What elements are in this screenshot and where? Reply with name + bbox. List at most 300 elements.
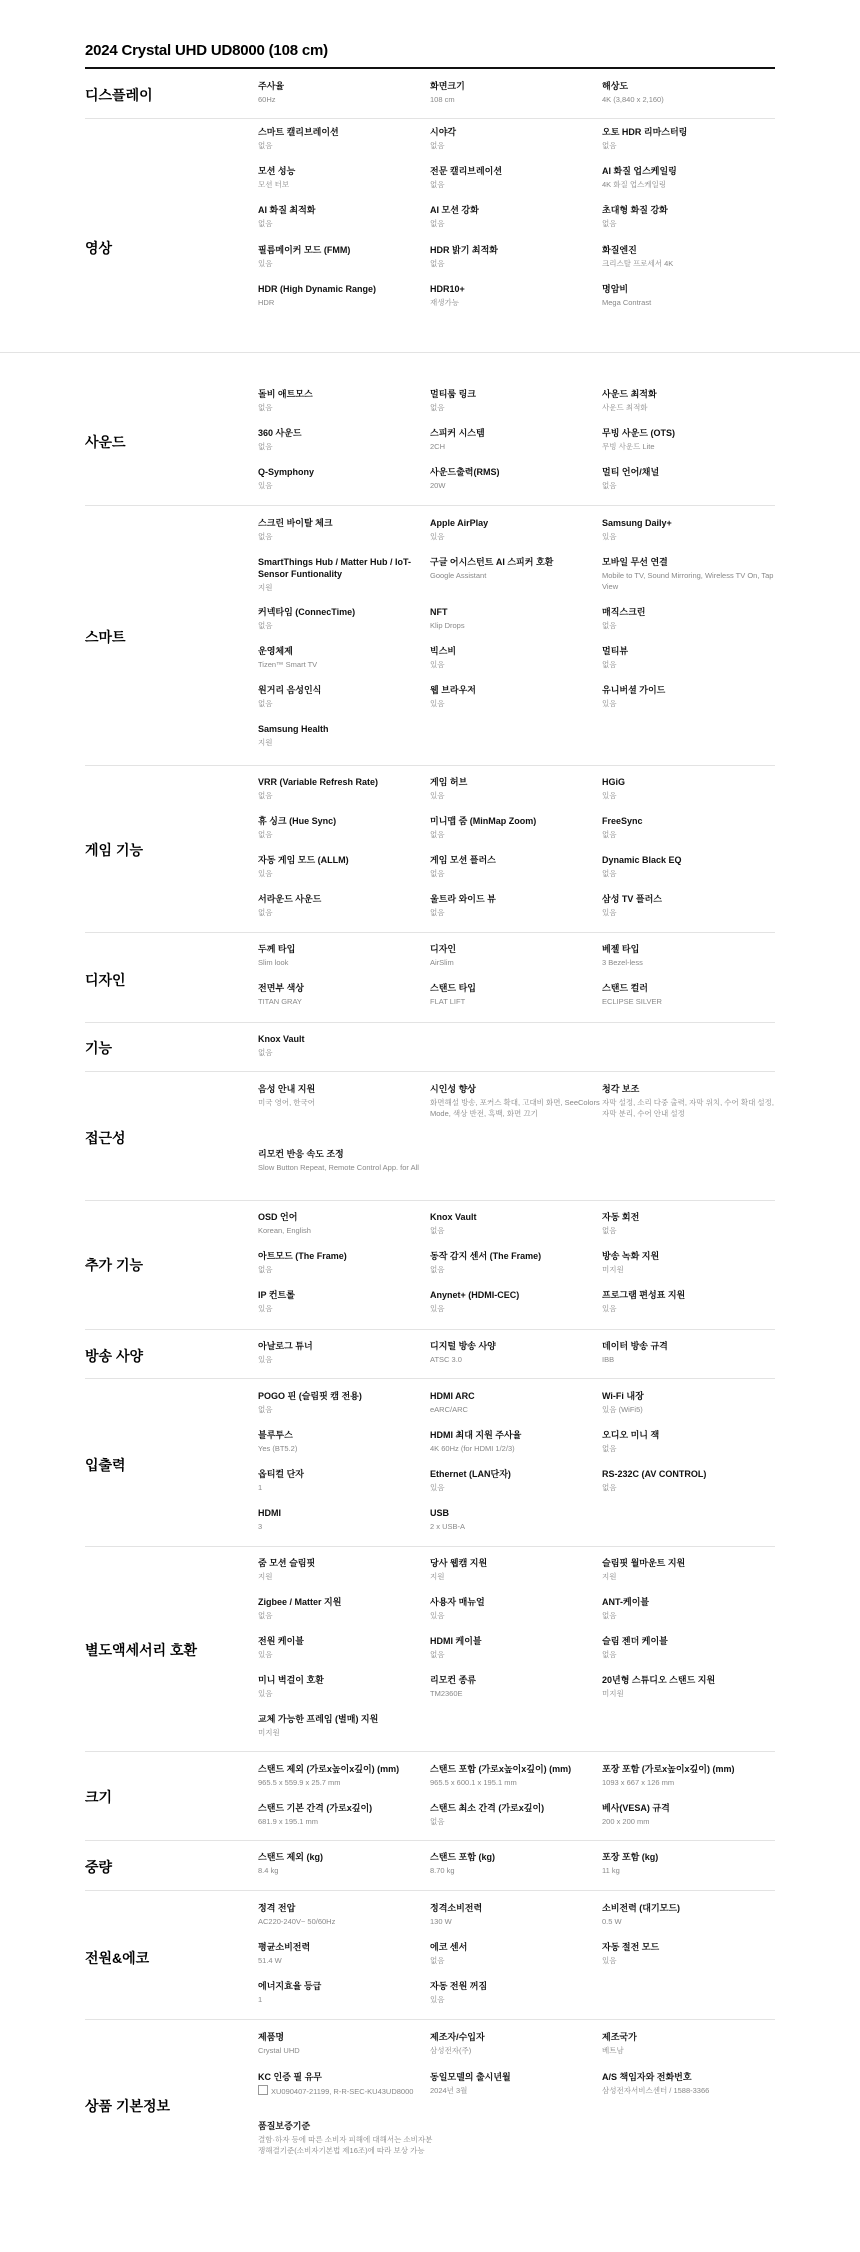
section-divider — [85, 1329, 775, 1330]
spec-item — [430, 815, 610, 840]
spec-item — [602, 1557, 782, 1582]
spec-item — [258, 2120, 438, 2156]
spec-value: 60Hz — [258, 95, 276, 104]
spec-label: 품질보증기준 — [258, 2121, 311, 2131]
spec-value: 없음 — [258, 141, 273, 150]
spec-value: ATSC 3.0 — [430, 1355, 462, 1364]
section-divider — [85, 1378, 775, 1379]
spec-label: HDMI 최대 지원 주사율 — [430, 1430, 522, 1440]
spec-label: 울트라 와이드 뷰 — [430, 894, 496, 904]
spec-value: Mega Contrast — [602, 298, 652, 307]
spec-item — [602, 1635, 782, 1660]
category-heading: 상품 기본정보 — [85, 2098, 171, 2114]
spec-value: 없음 — [602, 1650, 617, 1659]
spec-label: 스마트 캘리브레이션 — [258, 127, 339, 137]
spec-label: 디지털 방송 사양 — [430, 1341, 496, 1351]
spec-value: 4K 화질 업스케일링 — [602, 180, 667, 189]
spec-label: ANT-케이블 — [602, 1597, 650, 1607]
spec-label: 줌 모션 슬림핏 — [258, 1558, 316, 1568]
spec-value: Tizen™ Smart TV — [258, 660, 318, 669]
spec-label: 미니맵 줌 (MinMap Zoom) — [430, 816, 537, 826]
spec-item — [430, 982, 610, 1007]
spec-label: 아날로그 튜너 — [258, 1341, 313, 1351]
spec-value: 없음 — [258, 699, 273, 708]
spec-value: 있음 — [602, 1304, 617, 1313]
spec-item — [430, 388, 610, 413]
spec-label: Anynet+ (HDMI-CEC) — [430, 1290, 520, 1300]
spec-value: 미국 영어, 한국어 — [258, 1098, 315, 1107]
spec-item — [258, 466, 438, 491]
spec-value: 없음 — [258, 1265, 273, 1274]
spec-label: A/S 책임자와 전화번호 — [602, 2072, 692, 2082]
spec-item — [430, 1851, 610, 1876]
spec-item — [258, 244, 438, 269]
spec-value: AirSlim — [430, 958, 454, 967]
spec-label: 돌비 애트모스 — [258, 389, 313, 399]
spec-item — [430, 1802, 610, 1827]
spec-item — [258, 1429, 438, 1454]
spec-value: 20W — [430, 481, 446, 490]
spec-item — [258, 283, 438, 308]
spec-value: Slim look — [258, 958, 289, 967]
spec-value: 없음 — [258, 621, 273, 630]
spec-label: 옵티컬 단자 — [258, 1469, 304, 1479]
spec-label: 모션 성능 — [258, 166, 296, 176]
spec-value: 없음 — [430, 141, 445, 150]
spec-value: 1 — [258, 1995, 263, 2004]
spec-value — [258, 2085, 438, 2097]
spec-label: 전문 캘리브레이션 — [430, 166, 503, 176]
spec-value: 8.70 kg — [430, 1866, 455, 1875]
spec-value: 없음 — [430, 1817, 445, 1826]
spec-value: 있음 — [430, 699, 445, 708]
spec-value: 1 — [258, 1483, 263, 1492]
spec-label: 음성 안내 지원 — [258, 1084, 316, 1094]
spec-label: 커넥타임 (ConnecTime) — [258, 607, 356, 617]
spec-label: 자동 전원 꺼짐 — [430, 1981, 488, 1991]
spec-item — [430, 776, 610, 801]
spec-value: 있음 — [258, 869, 273, 878]
section-divider — [85, 1071, 775, 1072]
spec-label: 전원 케이블 — [258, 1636, 304, 1646]
spec-value: 삼성전자(주) — [430, 2046, 472, 2055]
spec-label: Apple AirPlay — [430, 518, 489, 528]
section-divider — [85, 1751, 775, 1752]
category-heading: 영상 — [85, 240, 113, 256]
spec-item — [430, 1596, 610, 1621]
spec-value: 있음 — [602, 532, 617, 541]
spec-item — [430, 893, 610, 918]
spec-label: 자동 게임 모드 (ALLM) — [258, 855, 349, 865]
spec-label: VRR (Variable Refresh Rate) — [258, 777, 379, 787]
spec-value: 681.9 x 195.1 mm — [258, 1817, 319, 1826]
spec-item — [602, 1802, 782, 1827]
spec-label: HDMI — [258, 1508, 281, 1518]
spec-value: Klip Drops — [430, 621, 465, 630]
spec-label: OSD 언어 — [258, 1212, 298, 1222]
spec-item — [258, 1713, 438, 1738]
spec-value: 4K 60Hz (for HDMI 1/2/3) — [430, 1444, 515, 1453]
spec-item — [258, 815, 438, 840]
spec-item — [602, 517, 782, 542]
spec-label: 초대형 화질 강화 — [602, 205, 668, 215]
spec-value: 있음 — [430, 660, 445, 669]
spec-value: 없음 — [258, 219, 273, 228]
spec-value: 있음 — [430, 532, 445, 541]
spec-value: Google Assistant — [430, 571, 487, 580]
spec-item — [602, 388, 782, 413]
spec-item — [430, 1390, 610, 1415]
spec-value: 있음 — [430, 1483, 445, 1492]
spec-label: 슬림 젠더 케이블 — [602, 1636, 668, 1646]
spec-label: 사운드 최적화 — [602, 389, 657, 399]
spec-label: 스크린 바이탈 체크 — [258, 518, 333, 528]
spec-value: 없음 — [602, 219, 617, 228]
spec-label: 청각 보조 — [602, 1084, 640, 1094]
spec-item — [258, 556, 438, 593]
spec-label: 시야각 — [430, 127, 457, 137]
spec-item — [258, 943, 438, 968]
section-divider — [85, 118, 775, 119]
spec-value: 965.5 x 600.1 x 195.1 mm — [430, 1778, 517, 1787]
spec-label: Knox Vault — [258, 1034, 305, 1044]
spec-value: 11 kg — [602, 1866, 620, 1875]
spec-label: 프로그램 편성표 지원 — [602, 1290, 686, 1300]
spec-item — [258, 1596, 438, 1621]
spec-item — [430, 2031, 610, 2056]
spec-item — [258, 1340, 438, 1365]
spec-item — [258, 388, 438, 413]
spec-label: HDR10+ — [430, 284, 465, 294]
spec-label: HDMI 케이블 — [430, 1636, 482, 1646]
spec-item — [430, 1980, 610, 2005]
spec-label: KC 인증 필 유무 — [258, 2072, 322, 2082]
spec-label: 전면부 색상 — [258, 983, 304, 993]
spec-label: 주사율 — [258, 81, 285, 91]
spec-item — [258, 1802, 438, 1827]
spec-value: 있음 — [602, 699, 617, 708]
spec-item — [430, 1429, 610, 1454]
spec-label: 오토 HDR 리마스터링 — [602, 127, 688, 137]
spec-value: 지원 — [258, 738, 273, 747]
spec-item — [602, 1250, 782, 1275]
spec-item — [258, 126, 438, 151]
spec-item — [430, 1289, 610, 1314]
spec-value: 화면해설 방송, 포커스 확대, 고대비 화면, SeeColors Mode, 색상 반전, 흑백, 화면 끄기 — [430, 1098, 600, 1118]
spec-value: AC220-240V~ 50/60Hz — [258, 1917, 336, 1926]
spec-value: IBB — [602, 1355, 615, 1364]
spec-label: 빅스비 — [430, 646, 457, 656]
spec-item — [258, 1941, 438, 1966]
spec-item — [258, 2071, 438, 2097]
spec-label: 자동 회전 — [602, 1212, 640, 1222]
spec-label: 멀티뷰 — [602, 646, 629, 656]
spec-value: TM2360E — [430, 1689, 463, 1698]
spec-value: 965.5 x 559.9 x 25.7 mm — [258, 1778, 341, 1787]
spec-item — [602, 1674, 782, 1699]
spec-label: 당사 웹캠 지원 — [430, 1558, 488, 1568]
spec-item — [258, 2031, 438, 2056]
spec-item — [430, 466, 610, 491]
spec-value: 없음 — [602, 621, 617, 630]
spec-value: ECLIPSE SILVER — [602, 997, 662, 1006]
category-heading: 크기 — [85, 1789, 113, 1805]
spec-item — [602, 1211, 782, 1236]
category-heading: 방송 사양 — [85, 1348, 143, 1364]
spec-item — [430, 2071, 610, 2096]
spec-value: 없음 — [258, 908, 273, 917]
spec-value: Crystal UHD — [258, 2046, 300, 2055]
spec-value: 있음 — [258, 259, 273, 268]
spec-item — [430, 1468, 610, 1493]
spec-item — [602, 2031, 782, 2056]
section-divider — [85, 1546, 775, 1547]
spec-value: 재생가능 — [430, 298, 459, 307]
spec-value: 있음 — [430, 1995, 445, 2004]
spec-item — [258, 1980, 438, 2005]
spec-item — [602, 776, 782, 801]
category-heading: 전원&에코 — [85, 1950, 150, 1966]
spec-label: 360 사운드 — [258, 428, 302, 438]
spec-item — [602, 244, 782, 269]
spec-value: 삼성전자서비스센터 / 1588-3366 — [602, 2086, 710, 2095]
spec-label: Zigbee / Matter 지원 — [258, 1597, 342, 1607]
spec-value: eARC/ARC — [430, 1405, 468, 1414]
spec-item — [430, 1250, 610, 1275]
category-heading: 중량 — [85, 1859, 113, 1875]
section-divider — [0, 352, 860, 353]
spec-item — [258, 165, 438, 190]
spec-label: 블루투스 — [258, 1430, 293, 1440]
spec-value: 없음 — [258, 442, 273, 451]
spec-label: HDMI ARC — [430, 1391, 475, 1401]
spec-label: 스탠드 타입 — [430, 983, 476, 993]
spec-item — [430, 244, 610, 269]
spec-value: 0.5 W — [602, 1917, 622, 1926]
spec-item — [430, 1507, 610, 1532]
spec-item — [258, 1507, 438, 1532]
spec-item — [430, 854, 610, 879]
spec-value: Slow Button Repeat, Remote Control App. for All — [258, 1163, 419, 1172]
category-heading: 별도액세서리 호환 — [85, 1642, 198, 1658]
spec-value: Mobile to TV, Sound Mirroring, Wireless TV On, Tap View — [602, 571, 774, 591]
spec-item — [430, 1211, 610, 1236]
section-divider — [85, 765, 775, 766]
category-heading: 디자인 — [85, 972, 126, 988]
spec-value: 없음 — [430, 830, 445, 839]
spec-label: 베사(VESA) 규격 — [602, 1803, 670, 1813]
spec-label: 필름메이커 모드 (FMM) — [258, 245, 351, 255]
spec-item — [430, 1941, 610, 1966]
spec-value: 미지원 — [258, 1728, 280, 1737]
spec-label: 슬림핏 월마운트 지원 — [602, 1558, 686, 1568]
section-divider — [85, 1840, 775, 1841]
spec-item — [430, 1083, 610, 1119]
spec-item — [430, 1340, 610, 1365]
spec-label: 제조국가 — [602, 2032, 637, 2042]
category-heading: 추가 기능 — [85, 1257, 143, 1273]
spec-value: 없음 — [258, 1048, 273, 1057]
spec-value: 없음 — [430, 219, 445, 228]
spec-item — [430, 606, 610, 631]
spec-label: 동작 감지 센서 (The Frame) — [430, 1251, 542, 1261]
spec-label: 모바일 무선 연결 — [602, 557, 668, 567]
spec-item — [430, 204, 610, 229]
spec-value: 없음 — [258, 403, 273, 412]
spec-item — [602, 982, 782, 1007]
spec-label: HDR (High Dynamic Range) — [258, 284, 377, 294]
spec-value: 지원 — [602, 1572, 617, 1581]
spec-value: 51.4 W — [258, 1956, 282, 1965]
spec-label: RS-232C (AV CONTROL) — [602, 1469, 707, 1479]
spec-item — [258, 1390, 438, 1415]
spec-label: 사용자 매뉴얼 — [430, 1597, 485, 1607]
spec-value: HDR — [258, 298, 275, 307]
spec-value: 자막 설정, 소리 다중 출력, 자막 위치, 수어 확대 설정, 자막 분리, 수어 안내 설정 — [602, 1098, 774, 1118]
spec-label: NFT — [430, 607, 448, 617]
category-heading: 기능 — [85, 1040, 113, 1056]
spec-item — [258, 1250, 438, 1275]
spec-label: 정격 전압 — [258, 1903, 296, 1913]
spec-value: 없음 — [430, 1956, 445, 1965]
spec-value: 있음 — [258, 481, 273, 490]
spec-item — [258, 1083, 438, 1108]
spec-value: 없음 — [602, 1611, 617, 1620]
spec-label: 디자인 — [430, 944, 457, 954]
spec-value: 있음 — [258, 1304, 273, 1313]
section-divider — [85, 932, 775, 933]
spec-label: 시인성 향상 — [430, 1084, 476, 1094]
spec-label: Samsung Daily+ — [602, 518, 672, 528]
kc-number: XU090407-21199, R-R-SEC-KU43UD8000 — [271, 2087, 414, 2096]
spec-label: Dynamic Black EQ — [602, 855, 682, 865]
spec-item — [258, 854, 438, 879]
spec-value: 있음 — [430, 791, 445, 800]
spec-item — [602, 427, 782, 452]
spec-item — [258, 80, 438, 105]
spec-value: 1093 x 667 x 126 mm — [602, 1778, 675, 1787]
spec-label: 리모컨 종류 — [430, 1675, 476, 1685]
spec-item — [430, 645, 610, 670]
spec-label: HGiG — [602, 777, 626, 787]
spec-value: 없음 — [430, 869, 445, 878]
spec-item — [430, 684, 610, 709]
spec-label: 스피커 시스템 — [430, 428, 485, 438]
spec-value: 130 W — [430, 1917, 452, 1926]
spec-label: 제품명 — [258, 2032, 285, 2042]
category-heading: 디스플레이 — [85, 87, 153, 103]
spec-label: 미니 벽걸이 호환 — [258, 1675, 324, 1685]
spec-item — [258, 1674, 438, 1699]
spec-item — [602, 1596, 782, 1621]
category-heading: 스마트 — [85, 629, 126, 645]
category-heading: 사운드 — [85, 434, 126, 450]
spec-item — [602, 1083, 782, 1119]
spec-item — [602, 854, 782, 879]
spec-value: 없음 — [602, 1444, 617, 1453]
spec-item — [430, 165, 610, 190]
spec-value: 없음 — [430, 1265, 445, 1274]
spec-value: 없음 — [258, 1405, 273, 1414]
spec-value: 있음 — [430, 1611, 445, 1620]
spec-value: 없음 — [602, 660, 617, 669]
spec-item — [602, 2071, 782, 2096]
spec-label: USB — [430, 1508, 450, 1518]
spec-label: 멀티룸 링크 — [430, 389, 476, 399]
spec-value: 지원 — [258, 1572, 273, 1581]
spec-label: 사운드출력(RMS) — [430, 467, 500, 477]
spec-label: Ethernet (LAN단자) — [430, 1469, 511, 1479]
spec-item — [602, 684, 782, 709]
spec-value: 없음 — [602, 1483, 617, 1492]
title-divider — [85, 67, 775, 69]
spec-value: 없음 — [430, 180, 445, 189]
spec-item — [258, 1851, 438, 1876]
spec-item — [258, 1289, 438, 1314]
spec-item — [602, 1468, 782, 1493]
spec-item — [258, 606, 438, 631]
kc-mark-icon — [258, 2085, 268, 2095]
spec-item — [430, 1557, 610, 1582]
spec-label: 자동 절전 모드 — [602, 1942, 660, 1952]
spec-item — [430, 1763, 610, 1788]
spec-item — [602, 283, 782, 308]
spec-label: 운영체제 — [258, 646, 293, 656]
spec-value: 없음 — [430, 1226, 445, 1235]
spec-label: Wi-Fi 내장 — [602, 1391, 644, 1401]
spec-value: 없음 — [430, 403, 445, 412]
spec-value: 없음 — [602, 869, 617, 878]
spec-value: 없음 — [258, 830, 273, 839]
spec-value: 미지원 — [602, 1265, 624, 1274]
spec-value: 200 x 200 mm — [602, 1817, 650, 1826]
spec-item — [602, 466, 782, 491]
spec-label: 원거리 음성인식 — [258, 685, 322, 695]
spec-label: 스탠드 제외 (kg) — [258, 1852, 323, 1862]
section-divider — [85, 1200, 775, 1201]
spec-label: 아트모드 (The Frame) — [258, 1251, 347, 1261]
spec-item — [602, 943, 782, 968]
category-heading: 접근성 — [85, 1130, 126, 1146]
spec-item — [258, 982, 438, 1007]
spec-value: 없음 — [430, 1650, 445, 1659]
spec-label: 매직스크린 — [602, 607, 646, 617]
spec-value: 없음 — [258, 1611, 273, 1620]
spec-value: 무빙 사운드 Lite — [602, 442, 655, 451]
spec-label: Samsung Health — [258, 724, 329, 734]
spec-value: 2024년 3월 — [430, 2086, 468, 2095]
spec-value: 있음 — [258, 1650, 273, 1659]
spec-item — [258, 1902, 438, 1927]
spec-label: 에너지효율 등급 — [258, 1981, 322, 1991]
spec-value: 없음 — [430, 259, 445, 268]
spec-label: 방송 녹화 지원 — [602, 1251, 660, 1261]
spec-value: 3 Bezel-less — [602, 958, 643, 967]
spec-item — [430, 556, 610, 581]
spec-label: AI 화질 최적화 — [258, 205, 316, 215]
spec-label: 스탠드 포함 (가로x높이x깊이) (mm) — [430, 1764, 572, 1774]
spec-label: 웹 브라우저 — [430, 685, 476, 695]
spec-label: 정격소비전력 — [430, 1903, 483, 1913]
spec-item — [430, 126, 610, 151]
spec-label: Knox Vault — [430, 1212, 477, 1222]
spec-label: 소비전력 (대기모드) — [602, 1903, 681, 1913]
spec-label: 포장 포함 (가로x높이x깊이) (mm) — [602, 1764, 735, 1774]
spec-item — [602, 1763, 782, 1788]
spec-value: 없음 — [602, 141, 617, 150]
spec-value: 없음 — [602, 830, 617, 839]
spec-value: 2CH — [430, 442, 446, 451]
